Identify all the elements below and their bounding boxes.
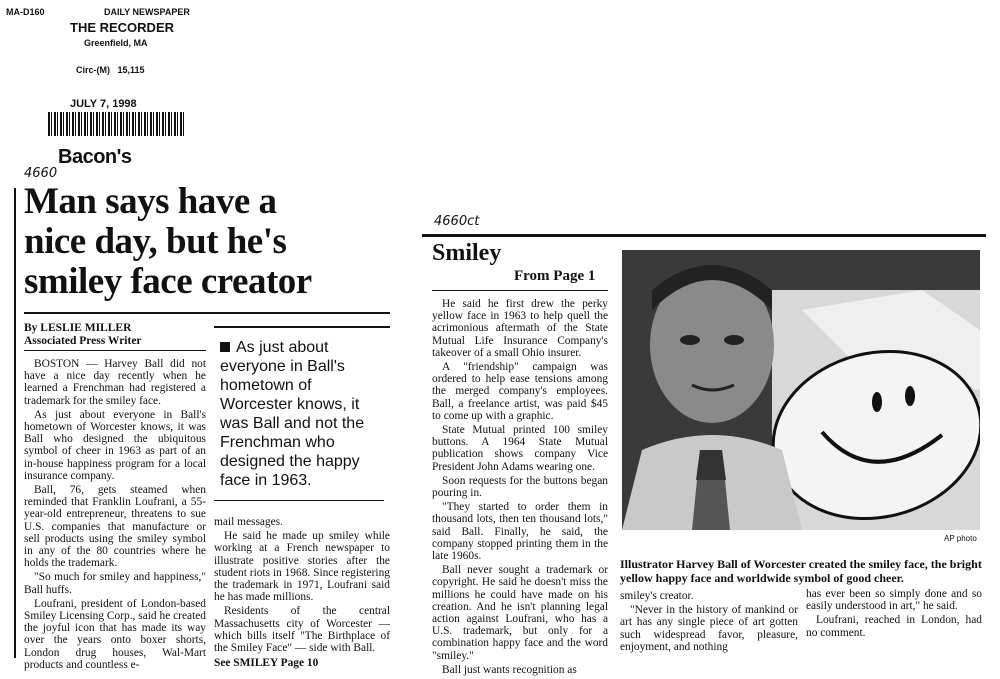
handwritten-note: 4660 bbox=[24, 166, 58, 181]
handwritten-note: 4660ct bbox=[434, 214, 480, 229]
photo-illustration bbox=[622, 250, 980, 530]
headline-rule bbox=[24, 312, 390, 314]
continued-text: has ever been so simply done and so easily understood in art," he said. bbox=[806, 588, 982, 613]
paragraph: As just about everyone in Ball's hometown of Worcester knows, it was Ball who designed the ubiquitous symbol of cheer in 1963 as part of an in-house happiness program for a local insurance company. bbox=[24, 408, 206, 482]
paper-name: THE RECORDER bbox=[70, 20, 175, 35]
paragraph: Loufrani, president of London-based Smiley Licensing Corp., said he created the joyful icon that has made its way over the years onto boxer shorts, London drug houses, Wal-Mart products and countless e- bbox=[24, 597, 206, 671]
subtitle-rule bbox=[432, 290, 608, 291]
continuation-column-b bbox=[620, 590, 798, 655]
article-column-1 bbox=[24, 358, 206, 673]
headline-line-2: nice day, but he's bbox=[24, 221, 287, 262]
paragraph: "Never in the history of mankind or art has any single piece of art gotten such widespread favor, pleasure, enjoyment, and nothing bbox=[620, 604, 798, 653]
pullquote-text: As just about everyone in Ball's hometown of Worcester knows, it was Ball and not the Frenchman who designed the happy face in 1963. bbox=[220, 339, 365, 489]
barcode bbox=[48, 112, 186, 136]
continuation-title: Smiley bbox=[432, 240, 502, 266]
paragraph: Soon requests for the buttons began pouring in. bbox=[432, 474, 608, 500]
paragraph: State Mutual printed 100 smiley buttons. A 1964 State Mutual publication shows company Vice President John Adams wearing one. bbox=[432, 424, 608, 473]
photo-credit: AP photo bbox=[944, 534, 977, 543]
byline-rule bbox=[24, 350, 206, 351]
continuation-column-c bbox=[806, 588, 982, 641]
clip-id: MA-D160 bbox=[6, 7, 45, 17]
paragraph: He said he first drew the perky yellow face in 1963 to help quell the acrimonious aftermath of the State Mutual Life Insurance Company's takeover of a small Ohio insurer. bbox=[432, 298, 608, 359]
headline bbox=[24, 182, 404, 302]
paragraph: "So much for smiley and happiness," Ball huffs. bbox=[24, 571, 206, 596]
paragraph: Loufrani, reached in London, had no comment. bbox=[806, 614, 982, 639]
headline-line-1: Man says have a bbox=[24, 181, 277, 222]
paragraph: "They started to order them in thousand lots, then ten thousand lots," said Ball. Finally, he said, the company stopped printing them in the late 1960s. bbox=[432, 501, 608, 563]
paragraph: Ball never sought a trademark or copyright. He said he doesn't miss the millions he could have made on his creation. And he isn't planning legal action against Loufrani, who has a U.S. trademark, but only for a combination happy face and the word "smiley." bbox=[432, 564, 608, 662]
continued-text: mail messages. bbox=[214, 516, 283, 528]
clip-date: JULY 7, 1998 bbox=[70, 98, 137, 110]
square-bullet-icon bbox=[220, 342, 230, 352]
paragraph: A "friendship" campaign was ordered to help ease tensions among the merged company's employees. Ball, a freelance artist, was paid $45 to come up with a graphic. bbox=[432, 361, 608, 422]
pullquote bbox=[220, 338, 386, 490]
paragraph: Ball, 76, gets steamed when reminded that Franklin Loufrani, a 55-year-old entrepreneur, threatens to sue U.S. companies that manufacture or sell products using the smiley symbol in any of the 80 countries where he holds the trademark. bbox=[24, 484, 206, 570]
paper-type: DAILY NEWSPAPER bbox=[104, 7, 190, 17]
paragraph: Residents of the central Massachusetts city of Worcester — which bills itself "The Birthplace of the Smiley Face" — side with Ball. bbox=[214, 605, 390, 655]
photo-caption: Illustrator Harvey Ball of Worcester created the smiley face, the bright yellow happy face and worldwide symbol of good cheer. bbox=[620, 557, 982, 585]
left-margin-rule bbox=[14, 188, 16, 658]
paragraph: Ball just wants recognition as bbox=[442, 663, 577, 676]
paper-city: Greenfield, MA bbox=[84, 38, 148, 48]
pullquote-top-rule bbox=[214, 326, 390, 328]
clipping-service-logo: Bacon's bbox=[58, 146, 132, 168]
continued-text: smiley's creator. bbox=[620, 590, 694, 602]
paragraph: BOSTON — Harvey Ball did not have a nice day recently when he learned a Frenchman had registered a trademark for the smiley face. bbox=[24, 358, 206, 407]
circulation: Circ-(M) 15,115 bbox=[76, 65, 145, 75]
continuation-column bbox=[432, 298, 608, 678]
jump-line: See SMILEY Page 10 bbox=[214, 657, 319, 670]
byline-author: By LESLIE MILLER bbox=[24, 322, 132, 334]
paragraph: He said he made up smiley while working at a French newspaper to illustrate positive stories after the student riots in 1968. Since registering the trademark in 1971, Loufrani said he has made millions. bbox=[214, 530, 390, 604]
continuation-subtitle: From Page 1 bbox=[514, 268, 596, 284]
byline-org: Associated Press Writer bbox=[24, 335, 142, 347]
photo-harvey-ball bbox=[622, 250, 980, 530]
headline-line-3: smiley face creator bbox=[24, 261, 312, 302]
byline bbox=[24, 322, 142, 348]
pullquote-bottom-rule bbox=[214, 500, 384, 501]
article-column-2 bbox=[214, 516, 390, 669]
section-top-rule bbox=[422, 234, 986, 237]
